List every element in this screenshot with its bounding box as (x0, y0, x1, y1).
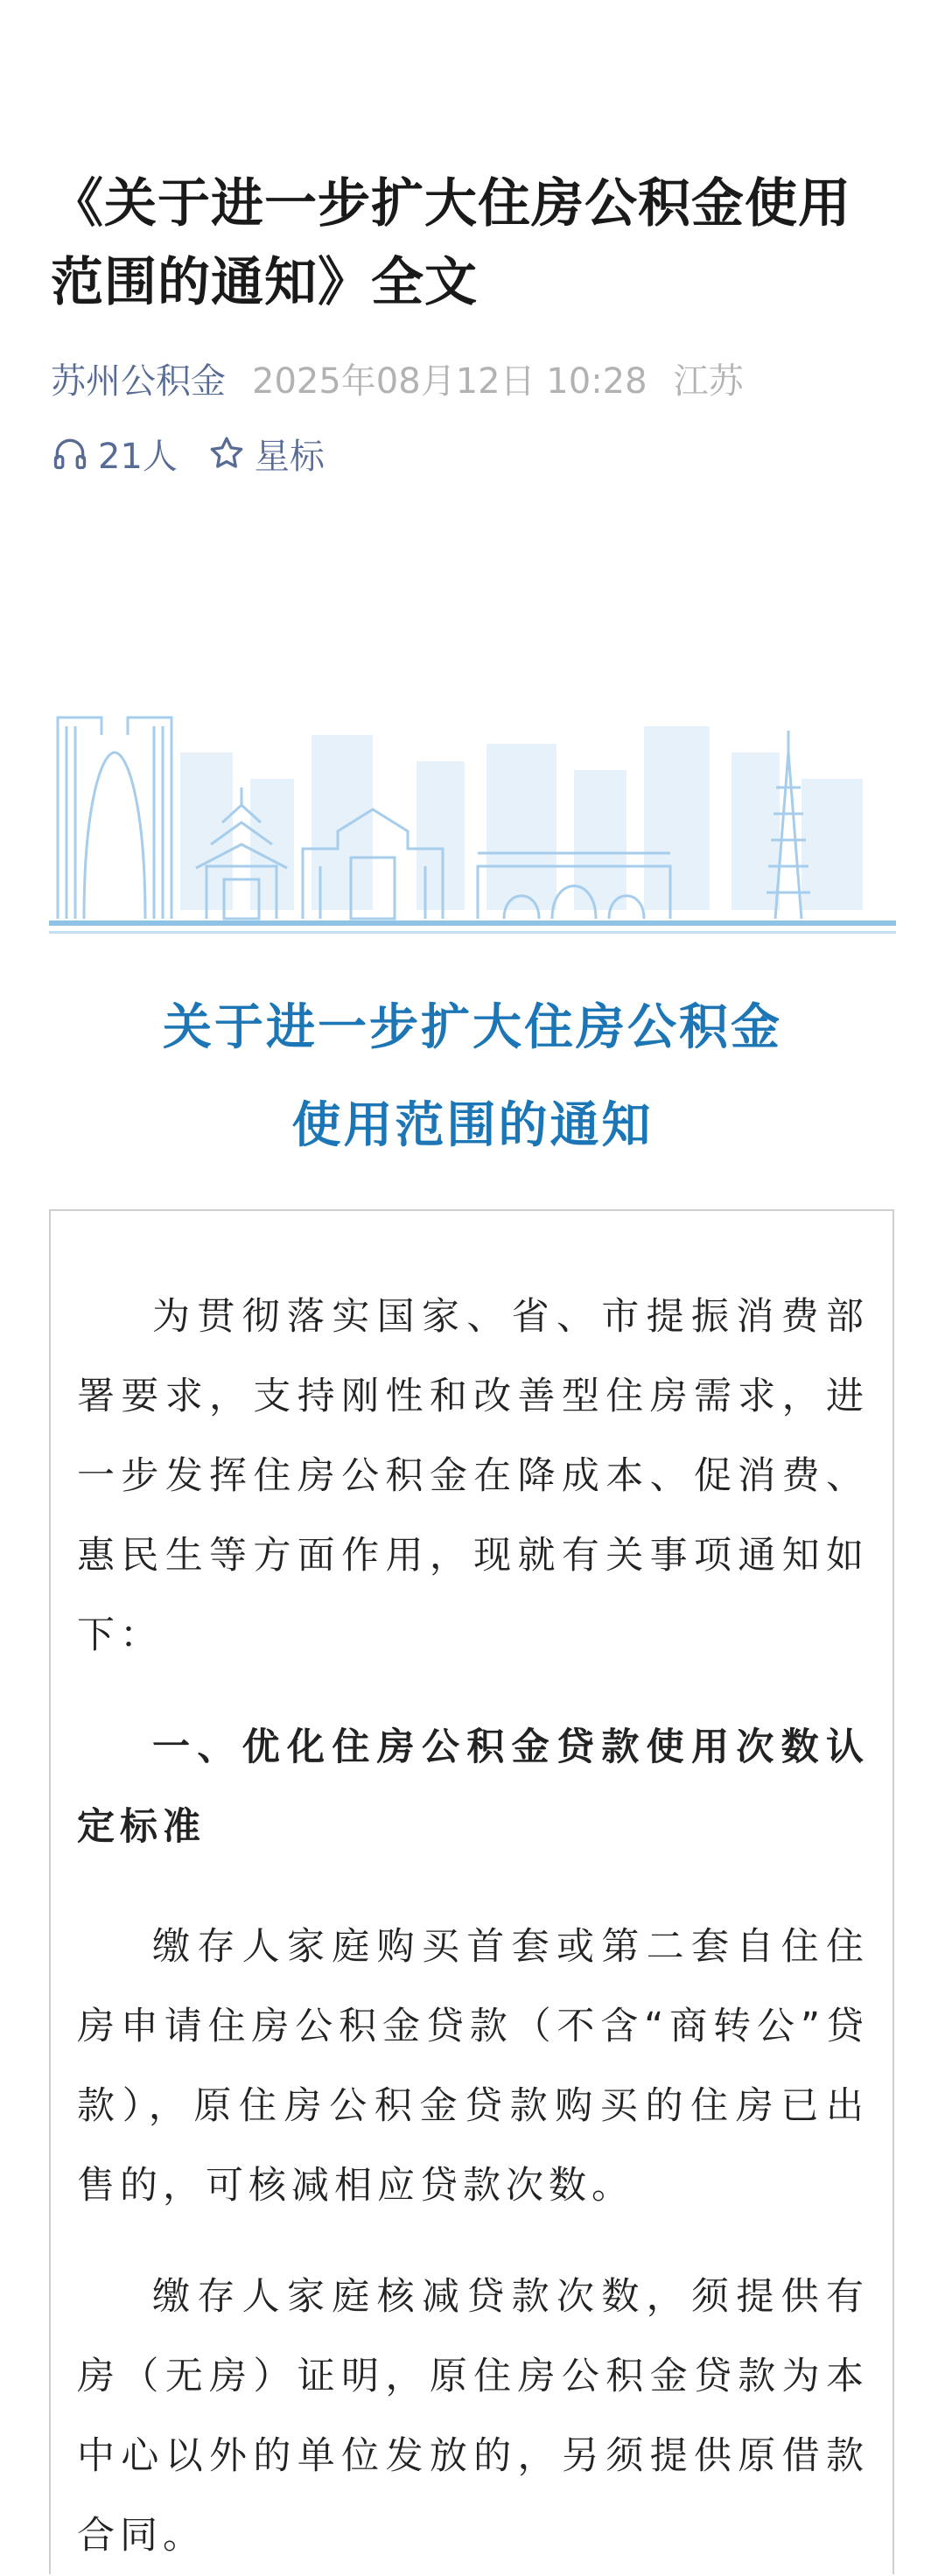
banner-illustration (49, 700, 896, 945)
account-name-link[interactable]: 苏州公积金 (51, 360, 226, 402)
article-title: 《关于进一步扩大住房公积金使用范围的通知》全文 (51, 173, 851, 313)
body-paragraph: 缴存人家庭购买首套或第二套自住住房申请住房公积金贷款（不含“商转公”贷款），原住房公积金贷款购买的住房已出售的，可核减相应贷款次数。 (77, 1925, 869, 2208)
notice-heading-line2: 使用范围的通知 (291, 1096, 654, 1154)
body-paragraph: 缴存人家庭核减贷款次数，须提供有房（无房）证明，原住房公积金贷款为本中心以外的单位发放的，另须提供原借款合同。 (77, 2275, 869, 2558)
intro-paragraph: 为贯彻落实国家、省、市提振消费部署要求，支持刚性和改善型住房需求，进一步发挥住房公积金在降成本、促消费、惠民生等方面作用，现就有关事项通知如下： (77, 1295, 869, 1657)
notice-body (49, 1209, 894, 2574)
publish-time: 2025年08月12日 10:28 (252, 360, 648, 402)
section-title: 一、优化住房公积金贷款使用次数认定标准 (77, 1726, 869, 1849)
publish-region: 江苏 (673, 360, 744, 402)
star-button[interactable] (207, 429, 325, 479)
article-meta (51, 354, 744, 402)
suzhou-skyline-illustration (49, 700, 896, 945)
star-icon (207, 434, 246, 472)
listen-button[interactable] (51, 429, 178, 479)
notice-heading-line1: 关于进一步扩大住房公积金 (163, 998, 782, 1056)
notice-heading (0, 978, 945, 1174)
article-actions (51, 427, 354, 480)
listen-count: 21人 (98, 436, 178, 477)
headphones-icon (51, 434, 89, 472)
star-label: 星标 (254, 436, 325, 477)
